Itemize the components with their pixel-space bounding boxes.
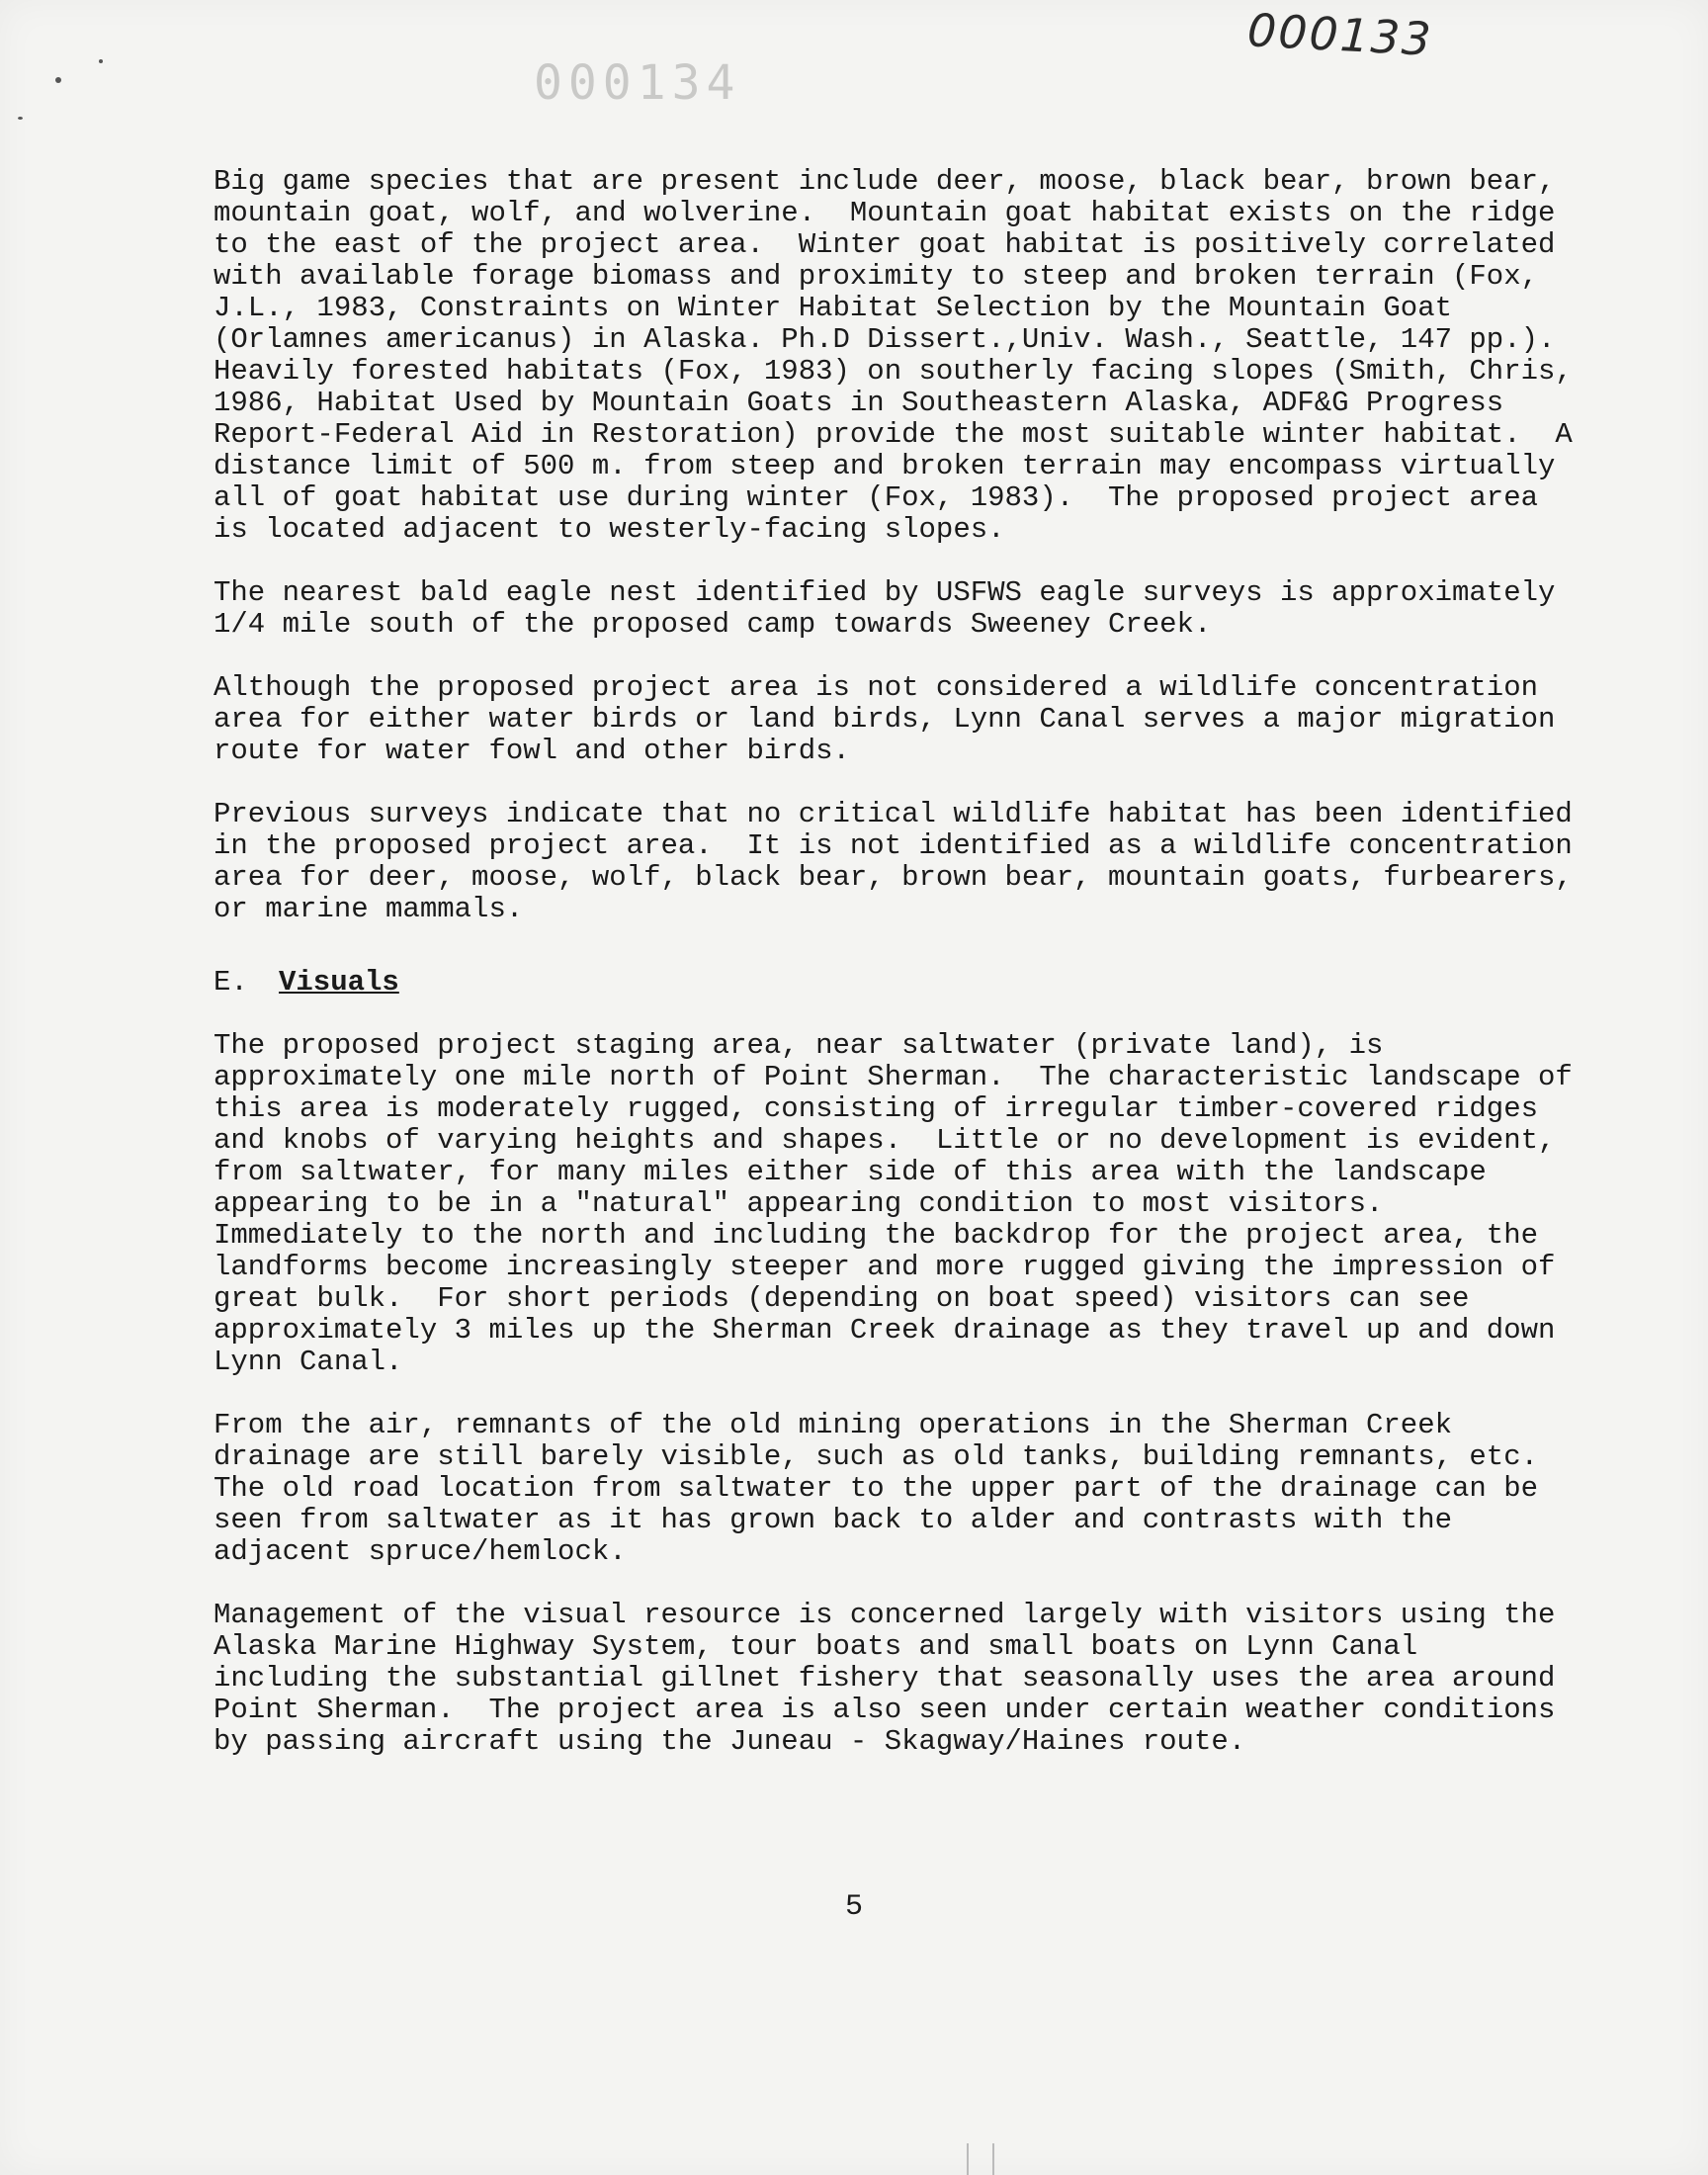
section-heading bbox=[214, 967, 1538, 999]
page-number: 5 bbox=[844, 1890, 863, 1924]
scan-speck bbox=[18, 117, 23, 120]
handwritten-page-number: 000133 bbox=[1245, 3, 1434, 66]
faint-bates-stamp: 000134 bbox=[534, 55, 741, 111]
scan-speck bbox=[99, 59, 103, 63]
paragraph-visual-management: Management of the visual resource is concerned largely with visitors using the Alaska Marine Highway System, tour boats and small boats on Lynn Canal including the substantial gillnet fishery that seasonally uses the area around Point Sherman. The project area is also seen under certain weather conditions by passing aircraft using the Juneau - Skagway/Haines route. bbox=[214, 1599, 1556, 1758]
paragraph-critical-habitat: Previous surveys indicate that no critical wildlife habitat has been identified in the proposed project area. It is not identified as a wildlife concentration area for deer, moose, wolf, black bear, brown bear, mountain goats, furbearers, or marine mammals. bbox=[214, 798, 1573, 925]
scan-speck bbox=[55, 77, 61, 83]
paragraph-birds: Although the proposed project area is not considered a wildlife concentration area for either water birds or land birds, Lynn Canal serves a major migration route for water fowl and other birds. bbox=[214, 671, 1556, 767]
section-title: Visuals bbox=[279, 966, 399, 999]
paragraph-mining-remnants: From the air, remnants of the old mining operations in the Sherman Creek drainage are still barely visible, such as old tanks, building remnants, etc. The old road location from saltwater to the upper part of the drainage can be seen from saltwater as it has grown back to alder and contrasts with the adjacent spruce/hemlock. bbox=[214, 1409, 1539, 1568]
paragraph-big-game: Big game species that are present include deer, moose, black bear, brown bear, mountain goat, wolf, and wolverine. Mountain goat habitat exists on the ridge to the east of the project area. Winter goat habitat is positively correlated with available forage biomass and proximity to steep and broken terrain (Fox, J.L., 1983, Constraints on Winter Habitat Selection by the Mountain Goat (Orlamnes americanus) in Alaska. Ph.D Dissert.,Univ. Wash., Seattle, 147 pp.). Heavily forested habitats (Fox, 1983) on southerly facing slopes (Smith, Chris, 1986, Habitat Used by Mountain Goats in Southeastern Alaska, ADF&G Progress Report-Federal Aid in Restoration) provide the most suitable winter habitat. A distance limit of 500 m. from steep and broken terrain may encompass virtually all of goat habitat use during winter (Fox, 1983). The proposed project area is located adjacent to westerly-facing slopes. bbox=[214, 165, 1573, 546]
binding-mark bbox=[967, 2143, 994, 2175]
document-body bbox=[214, 165, 1573, 1789]
section-letter: E. bbox=[214, 966, 248, 999]
paragraph-eagle-nest: The nearest bald eagle nest identified by USFWS eagle surveys is approximately 1/4 mile south of the proposed camp towards Sweeney Creek. bbox=[214, 576, 1556, 641]
paragraph-staging-area: The proposed project staging area, near saltwater (private land), is approximately one mile north of Point Sherman. The characteristic landscape of this area is moderately rugged, consisting of irregular timber-covered ridges and knobs of varying heights and shapes. Little or no development is evident, from saltwater, for many miles either side of this area with the landscape appearing to be in a "natural" appearing condition to most visitors. Immediately to the north and including the backdrop for the project area, the landforms become increasingly steeper and more rugged giving the impression of great bulk. For short periods (depending on boat speed) visitors can see approximately 3 miles up the Sherman Creek drainage as they travel up and down Lynn Canal. bbox=[214, 1029, 1573, 1378]
